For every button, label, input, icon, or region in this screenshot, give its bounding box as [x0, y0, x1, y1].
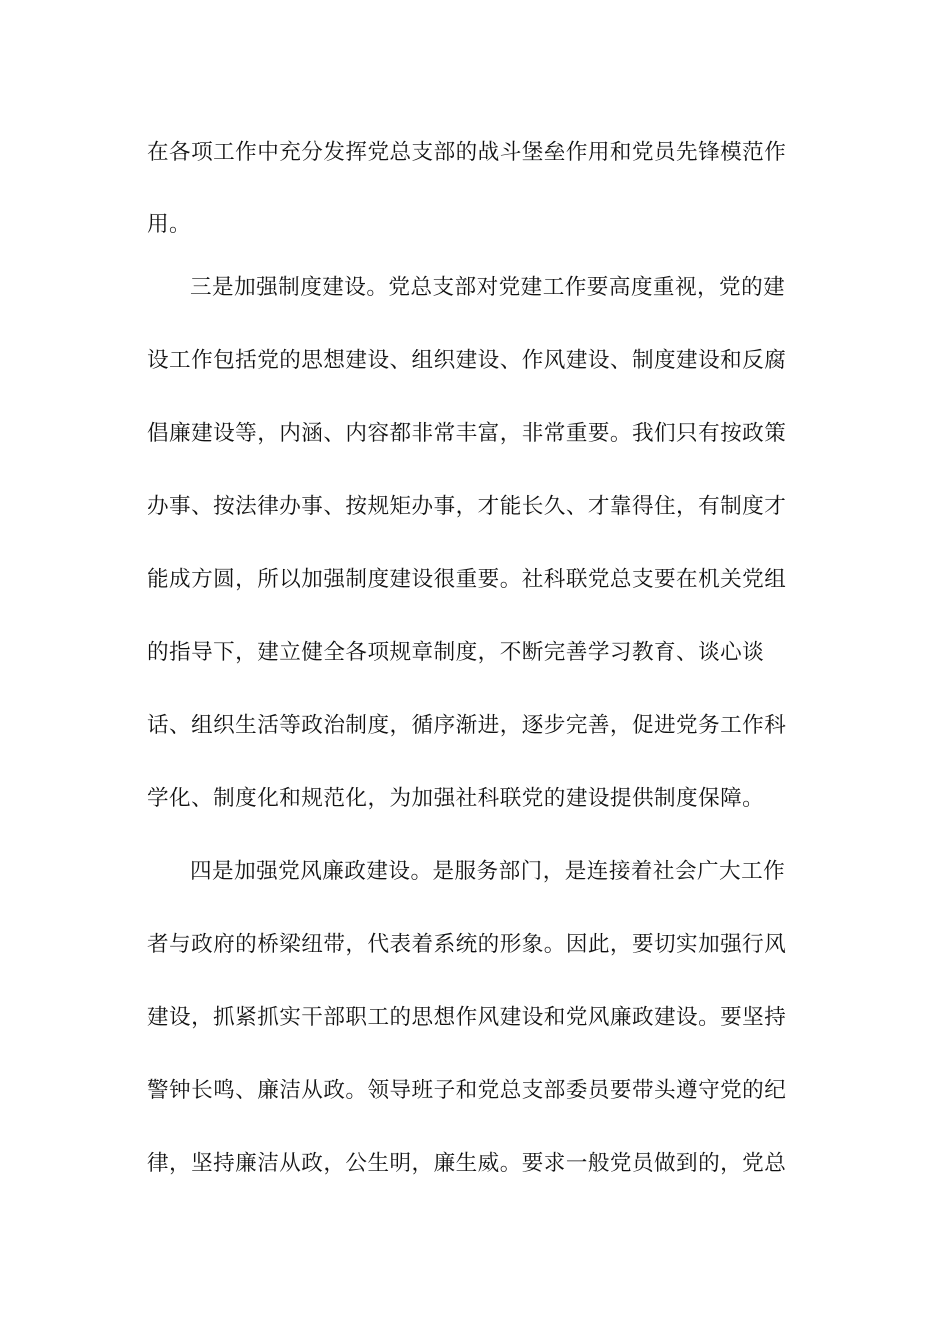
body-text-line: 建设，抓紧抓实干部职工的思想作风建设和党风廉政建设。要坚持: [147, 1005, 787, 1030]
paragraph-start-line: 四是加强党风廉政建设。是服务部门，是连接着社会广大工作: [190, 859, 786, 884]
body-text-line: 律，坚持廉洁从政，公生明，廉生威。要求一般党员做到的，党总: [147, 1151, 787, 1176]
body-text-line: 者与政府的桥梁纽带，代表着系统的形象。因此，要切实加强行风: [147, 932, 787, 957]
body-text-line: 在各项工作中充分发挥党总支部的战斗堡垒作用和党员先锋模范作: [147, 140, 787, 165]
body-text-line: 警钟长鸣、廉洁从政。领导班子和党总支部委员要带头遵守党的纪: [147, 1078, 787, 1103]
body-text-line: 办事、按法律办事、按规矩办事，才能长久、才靠得住，有制度才: [147, 494, 787, 519]
body-text-line: 倡廉建设等，内涵、内容都非常丰富，非常重要。我们只有按政策: [147, 421, 787, 446]
body-text-line: 话、组织生活等政治制度，循序渐进，逐步完善，促进党务工作科: [147, 713, 787, 738]
body-text-line: 用。: [147, 212, 192, 237]
body-text-line: 设工作包括党的思想建设、组织建设、作风建设、制度建设和反腐: [147, 348, 787, 373]
body-text-line: 的指导下，建立健全各项规章制度，不断完善学习教育、谈心谈: [147, 640, 765, 665]
body-text-line: 能成方圆，所以加强制度建设很重要。社科联党总支要在机关党组: [147, 567, 787, 592]
paragraph-start-line: 三是加强制度建设。党总支部对党建工作要高度重视，党的建: [190, 275, 786, 300]
body-text-line: 学化、制度化和规范化，为加强社科联党的建设提供制度保障。: [147, 786, 765, 811]
